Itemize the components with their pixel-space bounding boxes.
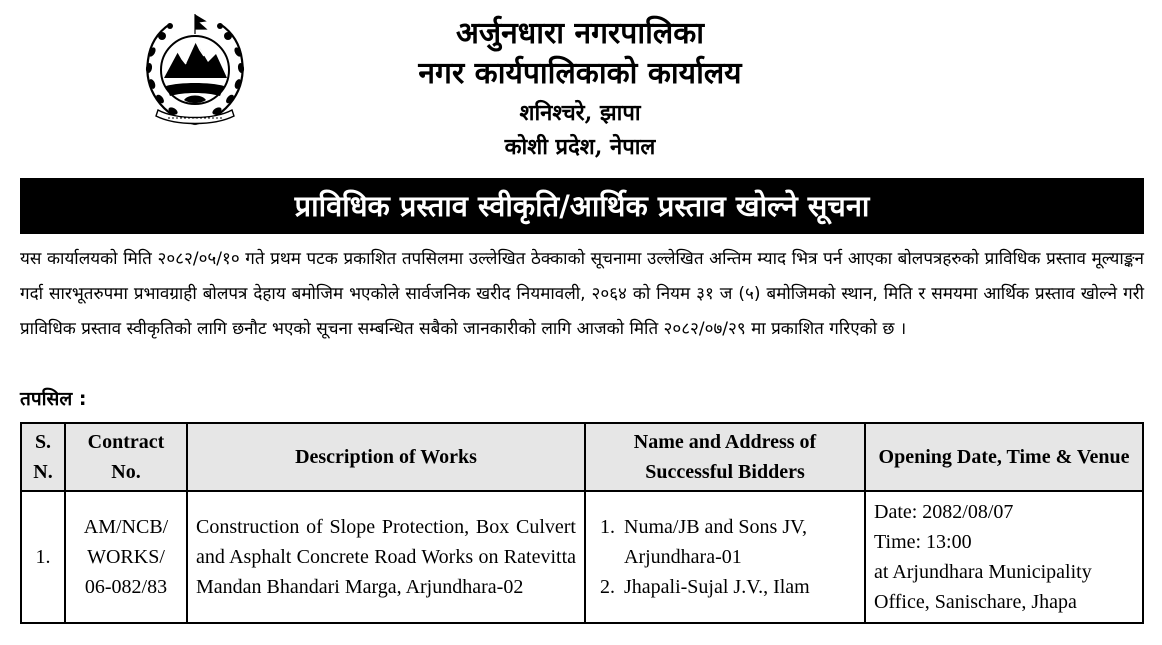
table-row <box>21 491 1143 623</box>
office-address: शनिश्चरे, झापा <box>519 100 641 126</box>
opening-time: Time: 13:00 <box>874 531 972 553</box>
cell-contract-no: AM/NCB/ WORKS/ 06-082/83 <box>65 491 187 623</box>
column-header-sn: S. N. <box>21 423 65 491</box>
municipality-name: अर्जुनधारा नगरपालिका <box>455 16 705 51</box>
column-header-description: Description of Works <box>187 423 585 491</box>
bidder-item: 1. Numa/JB and Sons JV, Arjundhara-01 <box>620 512 856 572</box>
office-header <box>300 14 860 164</box>
works-table <box>20 422 1144 624</box>
column-header-opening: Opening Date, Time & Venue <box>865 423 1143 491</box>
column-header-bidders: Name and Address of Successful Bidders <box>585 423 865 491</box>
opening-date: Date: 2082/08/07 <box>874 501 1014 523</box>
cell-sn: 1. <box>21 491 65 623</box>
office-name: नगर कार्यपालिकाको कार्यालय <box>418 56 742 91</box>
notice-body: यस कार्यालयको मिति २०८२/०५/१० गते प्रथम पटक प्रकाशित तपसिलमा उल्लेखित ठेक्काको सूचनामा उल्लेखित अन्तिम म्याद भित्र पर्न आएका बोलपत्रहरुको प्राविधिक प्रस्ताव मूल्याङ्कन गर्दा सारभूतरुपमा प्रभावग्राही बोलपत्र देहाय बमोजिम भएकोले सार्वजनिक खरीद नियमावली, २०६४ को नियम ३१ ज (५) बमोजिमको स्थान, मिति र समयमा आर्थिक प्रस्ताव खोल्ने गरी प्राविधिक प्रस्ताव स्वीकृतिको लागि छनौट भएको सूचना सम्बन्धित सबैको जानकारीको लागि आजको मिति २०८२/०७/२९ मा प्रकाशित गरिएको छ । <box>20 249 1144 339</box>
cell-description: Construction of Slope Protection, Box Culvert and Asphalt Concrete Road Works on Ratevitta Mandan Bhandari Marga, Arjundhara-02 <box>187 491 585 623</box>
table-header-row <box>21 423 1143 491</box>
cell-bidders <box>585 491 865 623</box>
tapasil-label: तपसिल : <box>20 388 87 410</box>
notice-title: प्राविधिक प्रस्ताव स्वीकृति/आर्थिक प्रस्ताव खोल्ने सूचना <box>20 178 1144 234</box>
nepal-government-emblem-icon <box>140 12 250 130</box>
office-province: कोशी प्रदेश, नेपाल <box>504 134 656 160</box>
bidder-item: 2. Jhapali-Sujal J.V., Ilam <box>620 572 856 602</box>
bidders-list <box>594 512 856 602</box>
opening-venue: at Arjundhara Municipality Office, Sanischare, Jhapa <box>874 561 1092 613</box>
cell-opening <box>865 491 1143 623</box>
column-header-contract: Contract No. <box>65 423 187 491</box>
